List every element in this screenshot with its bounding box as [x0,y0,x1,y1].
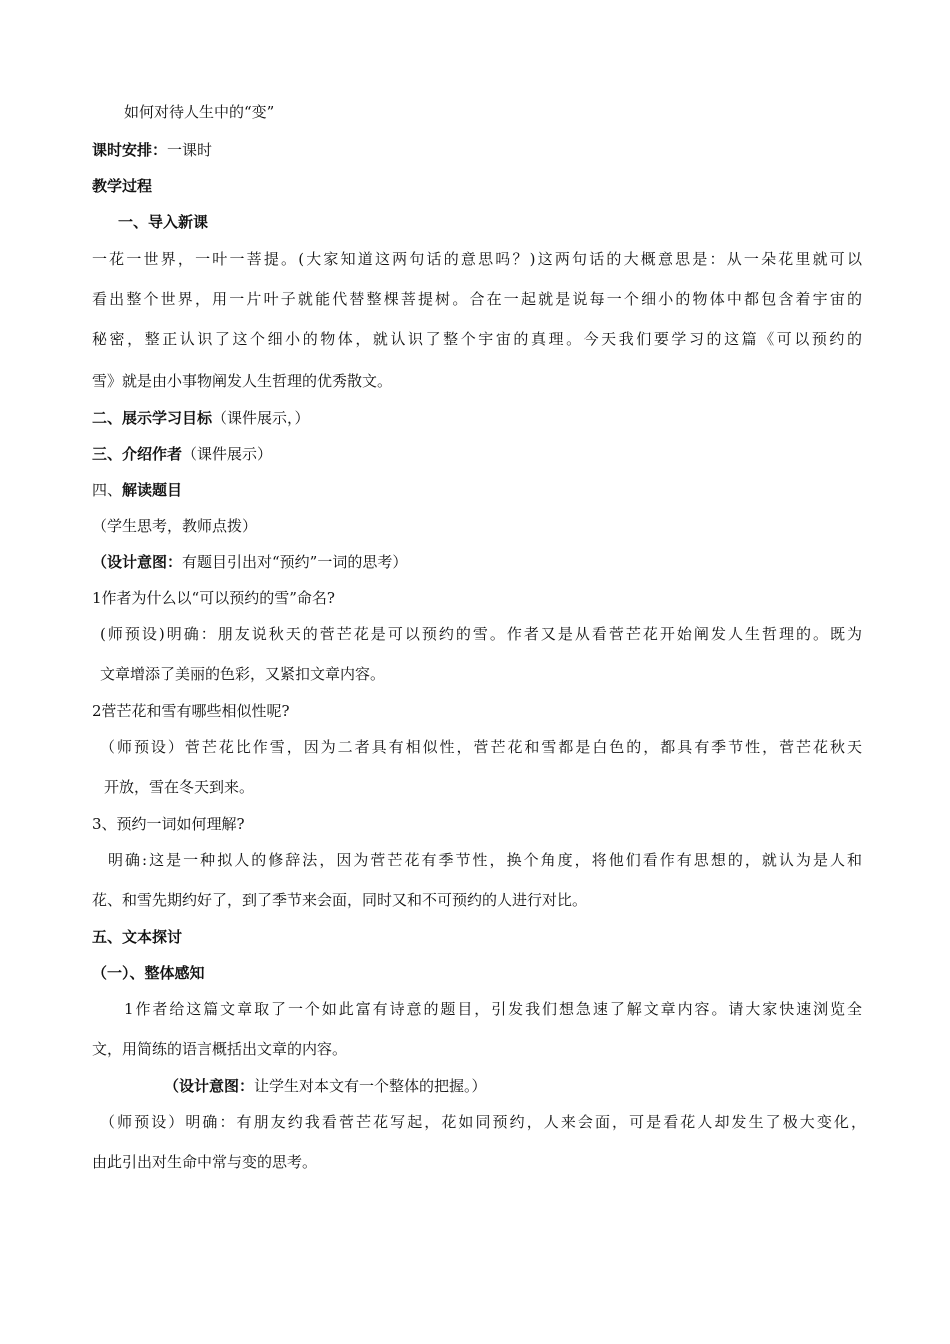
section-4-heading: 解读题目 [122,481,183,499]
answer-3-line-2: 花、和雪先期约好了，到了季节来会面，同时又和不可预约的人进行对比。 [92,891,588,909]
intro-paragraph-line-4: 雪》就是由小事物阐发人生哲理的优秀散文。 [92,372,393,390]
section-2-note: （课件展示，） [212,409,310,427]
task-1-answer-line-1: （师预设）明确：有朋友约我看菅芒花写起，花如同预约，人来会面，可是看花人却发生了极大变化， [100,1113,866,1131]
answer-3-line-1: 明确:这是一种拟人的修辞法，因为菅芒花有季节性，换个角度，将他们看作有思想的，就认为是人和 [108,851,862,869]
section-2-line [92,408,310,428]
answer-2-line-2: 开放，雪在冬天到来。 [104,778,255,796]
schedule-line [92,140,212,160]
intro-paragraph-line-2: 看出整个世界，用一片叶子就能代替整棵菩提树。合在一起就是说每一个细小的物体中都包含着宇宙的 [92,290,862,308]
task-1-line-1: 1作者给这篇文章取了一个如此富有诗意的题目，引发我们想急速了解文章内容。请大家快速浏览全 [124,1000,862,1018]
question-1: 1作者为什么以“可以预约的雪”命名? [92,589,335,607]
intro-paragraph-line-3: 秘密，整正认识了这个细小的物体，就认识了整个宇宙的真理。今天我们要学习的这篇《可以预约的 [92,330,862,348]
section-4-prefix: 四、 [92,481,123,499]
student-think-note: （学生思考，教师点拨） [92,517,258,535]
answer-1-line-2: 文章增添了美丽的色彩，又紧扣文章内容。 [100,665,386,683]
section-heading-change: 如何对待人生中的“变” [124,103,275,121]
subsection-1-heading: （一）、整体感知 [92,964,205,982]
section-5-heading: 五、文本探讨 [92,928,183,946]
design-intent-value-1: 有题目引出对“预约”一词的思考） [182,553,408,571]
schedule-value: 一课时 [167,141,213,159]
intro-paragraph-line-1: 一花一世界，一叶一菩提。(大家知道这两句话的意思吗？)这两句话的大概意思是：从一朵花里就可以 [92,250,862,268]
answer-2-line-1: （师预设）菅芒花比作雪，因为二者具有相似性，菅芒花和雪都是白色的，都具有季节性，菅芒花秋天 [100,738,862,756]
design-intent-value-2: 让学生对本文有一个整体的把握。） [254,1077,487,1095]
teaching-process-heading: 教学过程 [92,177,153,195]
design-intent-line-2 [164,1076,487,1096]
section-3-line [92,444,272,464]
design-intent-label-1: （设计意图： [92,553,183,571]
task-1-line-2: 文，用简练的语言概括出文章的内容。 [92,1040,348,1058]
section-1-heading: 一、导入新课 [118,213,209,231]
question-2: 2菅芒花和雪有哪些相似性呢? [92,702,290,720]
task-1-answer-line-2: 由此引出对生命中常与变的思考。 [92,1153,318,1171]
section-3-heading: 三、介绍作者 [92,445,183,463]
section-4-line [92,480,182,500]
question-3: 3、预约一词如何理解? [92,815,245,833]
schedule-label: 课时安排： [92,141,168,159]
design-intent-line-1 [92,552,407,572]
section-2-heading: 二、展示学习目标 [92,409,213,427]
section-3-note: （课件展示） [182,445,273,463]
design-intent-label-2: （设计意图： [164,1077,255,1095]
answer-1-line-1: (师预设)明确：朋友说秋天的菅芒花是可以预约的雪。作者又是从看菅芒花开始阐发人生哲理的。既为 [100,625,862,643]
